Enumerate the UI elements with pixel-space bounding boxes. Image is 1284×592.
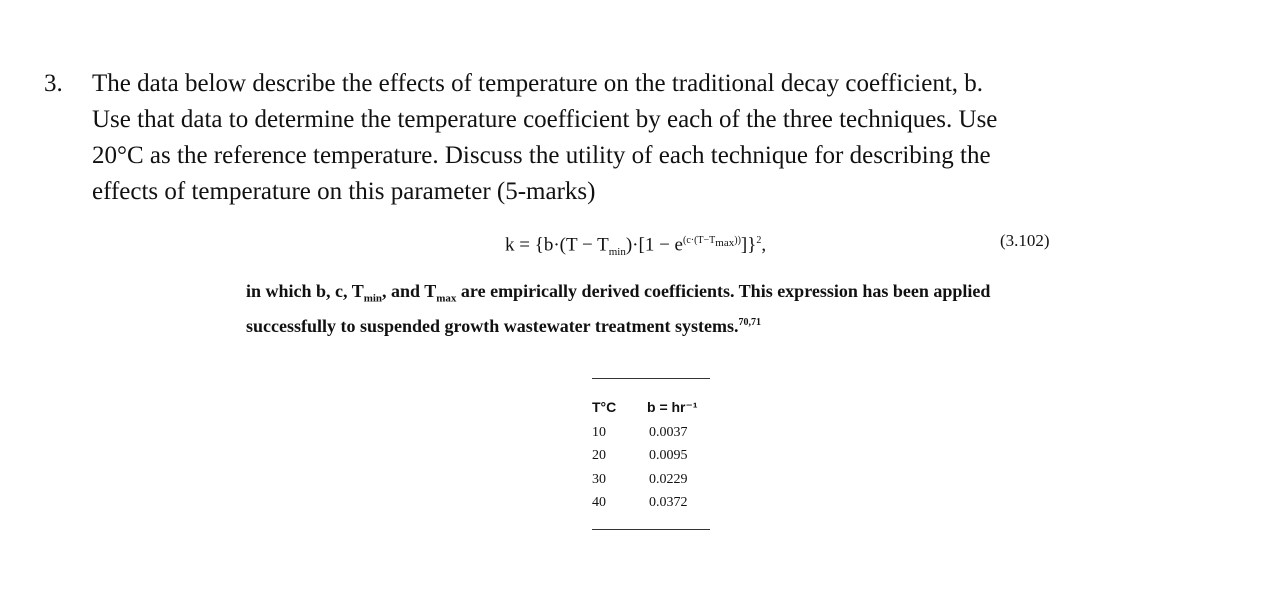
exponent-close: ))	[734, 235, 741, 246]
note-part3: are empirically derived coefficients. This expression has been applied successfully to suspended growth wastewater treatment systems.	[246, 281, 991, 336]
cell-temperature: 20	[592, 448, 606, 464]
question-block	[44, 66, 1244, 210]
exponent-sub-max: max	[715, 237, 735, 249]
question-line: 20°C as the reference temperature. Discuss the utility of each technique for describing the	[92, 142, 991, 169]
table-row	[592, 492, 710, 516]
equation-sub-min: min	[608, 246, 626, 259]
table-row	[592, 468, 710, 492]
equation	[505, 226, 766, 267]
table-row	[592, 445, 710, 469]
equation-number: (3.102)	[1000, 231, 1050, 250]
table-row	[592, 421, 710, 445]
question-text	[92, 66, 1244, 210]
note-references: 70,71	[738, 316, 761, 328]
table-bottom-rule	[592, 529, 710, 530]
equation-tail: ,	[761, 234, 767, 256]
note-sub-min: min	[363, 292, 383, 305]
equation-mid: )·[1 − e	[625, 234, 683, 256]
equation-exponent	[683, 235, 741, 249]
table-top-rule	[592, 378, 710, 379]
cell-decay-coefficient: 0.0229	[649, 471, 688, 487]
exponent-text: (c·(T−T	[683, 235, 716, 246]
equation-lhs: k = {b·(T − T	[505, 234, 609, 256]
equation-power: 2	[756, 235, 762, 246]
equation-note	[246, 280, 1076, 338]
question-line: The data below describe the effects of temperature on the traditional decay coefficient, b.	[92, 70, 984, 97]
cell-temperature: 30	[592, 471, 606, 487]
cell-temperature: 40	[592, 495, 606, 511]
column-header-temperature: T°C	[592, 399, 617, 415]
note-sub-max: max	[436, 292, 457, 305]
note-part2: , and T	[382, 281, 437, 301]
data-table	[592, 378, 710, 530]
question-number: 3.	[44, 70, 63, 97]
cell-temperature: 10	[592, 424, 606, 440]
cell-decay-coefficient: 0.0372	[649, 495, 688, 511]
column-header-decay-coefficient: b = hr⁻¹	[647, 398, 698, 415]
equation-close: ]}	[740, 234, 757, 256]
question-line: effects of temperature on this parameter (5-marks)	[92, 178, 596, 205]
table-header-row	[592, 393, 710, 421]
note-part1: in which b, c, T	[246, 281, 364, 301]
question-line: Use that data to determine the temperature coefficient by each of the three techniques. Use	[92, 106, 998, 133]
cell-decay-coefficient: 0.0095	[649, 448, 688, 464]
cell-decay-coefficient: 0.0037	[649, 424, 688, 440]
